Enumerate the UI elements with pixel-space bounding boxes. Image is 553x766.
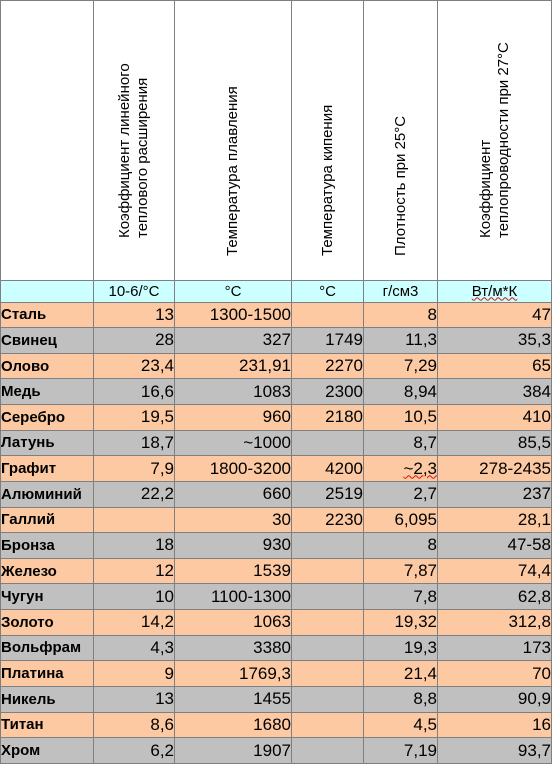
table-row (1, 661, 552, 687)
table-row (1, 405, 552, 431)
boiling-cell (292, 533, 364, 559)
table-row (1, 686, 552, 712)
boiling-cell (292, 584, 364, 610)
melting-cell: 1300-1500 (175, 302, 292, 328)
table-row (1, 533, 552, 559)
boiling-cell (292, 712, 364, 738)
boiling-cell (292, 686, 364, 712)
table-row (1, 584, 552, 610)
melting-cell: 1539 (175, 558, 292, 584)
density-cell: 8 (364, 302, 438, 328)
material-name-cell: Платина (1, 661, 94, 687)
expansion-cell: 10 (94, 584, 175, 610)
conductivity-cell: 62,8 (438, 584, 552, 610)
density-cell: 7,87 (364, 558, 438, 584)
conductivity-cell: 410 (438, 405, 552, 431)
boiling-cell (292, 430, 364, 456)
expansion-cell: 23,4 (94, 353, 175, 379)
header-cell-name (1, 1, 94, 281)
conductivity-cell: 237 (438, 481, 552, 507)
table-row (1, 558, 552, 584)
conductivity-cell: 70 (438, 661, 552, 687)
density-cell: 7,8 (364, 584, 438, 610)
unit-cell: °С (292, 280, 364, 302)
boiling-cell (292, 302, 364, 328)
density-cell: 19,32 (364, 610, 438, 636)
conductivity-cell: 16 (438, 712, 552, 738)
table-row (1, 353, 552, 379)
table-row (1, 481, 552, 507)
expansion-cell (94, 507, 175, 533)
material-name-cell: Алюминий (1, 481, 94, 507)
density-cell: 8 (364, 533, 438, 559)
melting-cell: 30 (175, 507, 292, 533)
material-name-cell: Сталь (1, 302, 94, 328)
melting-cell: 960 (175, 405, 292, 431)
conductivity-cell: 384 (438, 379, 552, 405)
material-name-cell: Никель (1, 686, 94, 712)
unit-cell (438, 280, 552, 302)
material-name-cell: Хром (1, 738, 94, 764)
expansion-cell: 14,2 (94, 610, 175, 636)
boiling-cell: 2270 (292, 353, 364, 379)
material-name-cell: Железо (1, 558, 94, 584)
density-cell: 7,19 (364, 738, 438, 764)
melting-cell: 1063 (175, 610, 292, 636)
header-label: Температура кипения (318, 104, 336, 256)
conductivity-cell: 93,7 (438, 738, 552, 764)
conductivity-cell: 85,5 (438, 430, 552, 456)
table-row (1, 507, 552, 533)
conductivity-cell: 173 (438, 635, 552, 661)
expansion-cell: 12 (94, 558, 175, 584)
material-name-cell: Золото (1, 610, 94, 636)
material-name-cell: Бронза (1, 533, 94, 559)
table-row (1, 430, 552, 456)
table-row (1, 302, 552, 328)
header-cell-density (364, 1, 438, 281)
material-name-cell: Латунь (1, 430, 94, 456)
header-row (1, 1, 552, 281)
density-cell (364, 456, 438, 482)
conductivity-cell: 90,9 (438, 686, 552, 712)
boiling-cell: 1749 (292, 328, 364, 354)
unit-label: Вт/м*К (471, 282, 518, 300)
melting-cell: 1769,3 (175, 661, 292, 687)
material-name-cell: Серебро (1, 405, 94, 431)
boiling-cell: 4200 (292, 456, 364, 482)
melting-cell: 1680 (175, 712, 292, 738)
density-cell: 6,095 (364, 507, 438, 533)
melting-cell: 1083 (175, 379, 292, 405)
material-name-cell: Чугун (1, 584, 94, 610)
conductivity-cell: 65 (438, 353, 552, 379)
melting-cell: 1800-3200 (175, 456, 292, 482)
melting-cell: 3380 (175, 635, 292, 661)
conductivity-cell: 278-2435 (438, 456, 552, 482)
density-cell: 8,7 (364, 430, 438, 456)
unit-cell (1, 280, 94, 302)
conductivity-cell: 47 (438, 302, 552, 328)
conductivity-cell: 74,4 (438, 558, 552, 584)
header-cell-boiling (292, 1, 364, 281)
material-name-cell: Титан (1, 712, 94, 738)
table-row (1, 610, 552, 636)
material-name-cell: Медь (1, 379, 94, 405)
boiling-cell: 2519 (292, 481, 364, 507)
header-label: Коэффициент линейного теплового расширения (116, 63, 151, 238)
table-row (1, 456, 552, 482)
material-name-cell: Свинец (1, 328, 94, 354)
boiling-cell: 2300 (292, 379, 364, 405)
header-label: Коэффициент теплопроводности при 27°С (476, 42, 512, 238)
header-cell-melting (175, 1, 292, 281)
table-row (1, 712, 552, 738)
expansion-cell: 16,6 (94, 379, 175, 405)
boiling-cell: 2230 (292, 507, 364, 533)
table-row (1, 738, 552, 764)
melting-cell: 660 (175, 481, 292, 507)
density-cell: 11,3 (364, 328, 438, 354)
density-cell: 19,3 (364, 635, 438, 661)
unit-cell: г/см3 (364, 280, 438, 302)
table-row (1, 379, 552, 405)
expansion-cell: 7,9 (94, 456, 175, 482)
header-cell-expansion (94, 1, 175, 281)
boiling-cell (292, 558, 364, 584)
expansion-cell: 9 (94, 661, 175, 687)
material-name-cell: Олово (1, 353, 94, 379)
conductivity-cell: 35,3 (438, 328, 552, 354)
density-value: ~2,3 (403, 458, 437, 478)
density-cell: 8,94 (364, 379, 438, 405)
units-row (1, 280, 552, 302)
header-label: Плотность при 25°С (391, 115, 409, 256)
expansion-cell: 13 (94, 686, 175, 712)
density-cell: 8,8 (364, 686, 438, 712)
melting-cell: 231,91 (175, 353, 292, 379)
table-row (1, 328, 552, 354)
boiling-cell (292, 610, 364, 636)
density-cell: 2,7 (364, 481, 438, 507)
melting-cell: ~1000 (175, 430, 292, 456)
header-cell-conductivity (438, 1, 552, 281)
boiling-cell (292, 635, 364, 661)
expansion-cell: 13 (94, 302, 175, 328)
material-name-cell: Графит (1, 456, 94, 482)
boiling-cell (292, 738, 364, 764)
melting-cell: 1100-1300 (175, 584, 292, 610)
density-cell: 21,4 (364, 661, 438, 687)
conductivity-cell: 28,1 (438, 507, 552, 533)
expansion-cell: 4,3 (94, 635, 175, 661)
material-name-cell: Вольфрам (1, 635, 94, 661)
melting-cell: 1907 (175, 738, 292, 764)
material-name-cell: Галлий (1, 507, 94, 533)
unit-cell: °С (175, 280, 292, 302)
density-cell: 7,29 (364, 353, 438, 379)
expansion-cell: 22,2 (94, 481, 175, 507)
conductivity-cell: 47-58 (438, 533, 552, 559)
melting-cell: 1455 (175, 686, 292, 712)
expansion-cell: 28 (94, 328, 175, 354)
expansion-cell: 6,2 (94, 738, 175, 764)
melting-cell: 327 (175, 328, 292, 354)
boiling-cell: 2180 (292, 405, 364, 431)
boiling-cell (292, 661, 364, 687)
expansion-cell: 18,7 (94, 430, 175, 456)
unit-cell: 10-6/°С (94, 280, 175, 302)
density-cell: 4,5 (364, 712, 438, 738)
density-cell: 10,5 (364, 405, 438, 431)
expansion-cell: 18 (94, 533, 175, 559)
table-row (1, 635, 552, 661)
melting-cell: 930 (175, 533, 292, 559)
conductivity-cell: 312,8 (438, 610, 552, 636)
expansion-cell: 8,6 (94, 712, 175, 738)
header-label: Температура плавления (224, 86, 241, 256)
expansion-cell: 19,5 (94, 405, 175, 431)
